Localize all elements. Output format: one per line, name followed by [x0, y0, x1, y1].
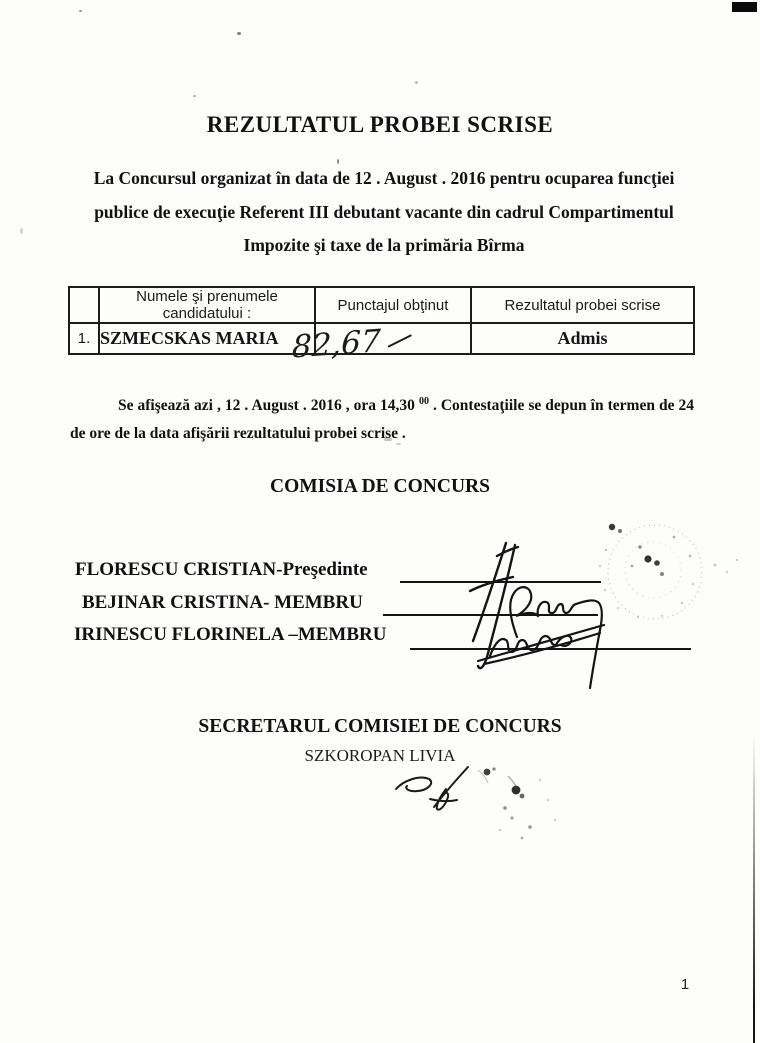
intro-line-3: Impozite şi taxe de la primăria Bîrma	[243, 235, 525, 255]
signature-line-member-1	[383, 614, 598, 616]
signature-line-president	[400, 581, 601, 583]
row-cell-result: Admis	[471, 323, 694, 354]
ink-smudge	[478, 767, 556, 839]
scan-speckle	[79, 10, 82, 12]
document-title: REZULTATUL PROBEI SCRISE	[206, 112, 554, 137]
results-table	[68, 286, 695, 355]
signature-secretary	[396, 767, 468, 810]
handwritten-score-text: 82,67	[291, 323, 382, 366]
table-header-row	[69, 287, 694, 323]
commission-member-2: IRINESCU FLORINELA –MEMBRU	[74, 624, 387, 645]
header-cell-result: Rezultatul probei scrise	[471, 287, 694, 323]
signature-member-1	[510, 587, 601, 688]
header-cell-name: Numele şi prenumele candidatului :	[99, 287, 315, 323]
scan-speckle	[193, 95, 196, 97]
commission-member-president: FLORESCU CRISTIAN-Preşedinte	[75, 559, 368, 580]
table-row	[69, 323, 694, 354]
scan-speckle	[237, 32, 241, 35]
scan-speckle	[415, 81, 418, 84]
scan-speckle	[20, 228, 23, 234]
notice-text-after-sup: . Contestaţiile se depun în termen de 24 de ore de la data afişării rezultatului probei scrise .	[70, 397, 694, 443]
secretary-name: SZKOROPAN LIVIA	[304, 746, 456, 765]
header-cell-score: Punctajul obţinut	[315, 287, 471, 323]
row-cell-score-handwritten	[315, 323, 471, 354]
notice-paragraph	[70, 388, 694, 448]
notice-text-before-sup: Se afişează azi , 12 . August . 2016 , ora 14,30	[118, 397, 419, 415]
signature-line-member-2	[410, 648, 691, 650]
official-stamp	[599, 524, 738, 619]
row-cell-name: SZMECSKAS MARIA	[99, 323, 315, 354]
scan-artifact-bar	[732, 2, 757, 12]
commission-heading: COMISIA DE CONCURS	[270, 476, 490, 497]
scan-edge-line	[753, 735, 755, 1043]
intro-paragraph	[60, 162, 708, 263]
signature-member-2	[478, 625, 604, 664]
page-number: 1	[680, 976, 690, 993]
notice-superscript: 00	[418, 396, 429, 407]
header-cell-no	[69, 287, 99, 323]
secretary-heading: SECRETARUL COMISIEI DE CONCURS	[198, 716, 562, 737]
commission-member-1: BEJINAR CRISTINA- MEMBRU	[82, 592, 363, 613]
intro-line-2: publice de execuţie Referent III debutant vacante din cadrul Compartimentul	[94, 201, 674, 222]
intro-line-1: La Concursul organizat în data de 12 . August . 2016 pentru ocuparea funcţiei	[93, 168, 675, 188]
row-cell-no: 1.	[69, 323, 99, 354]
